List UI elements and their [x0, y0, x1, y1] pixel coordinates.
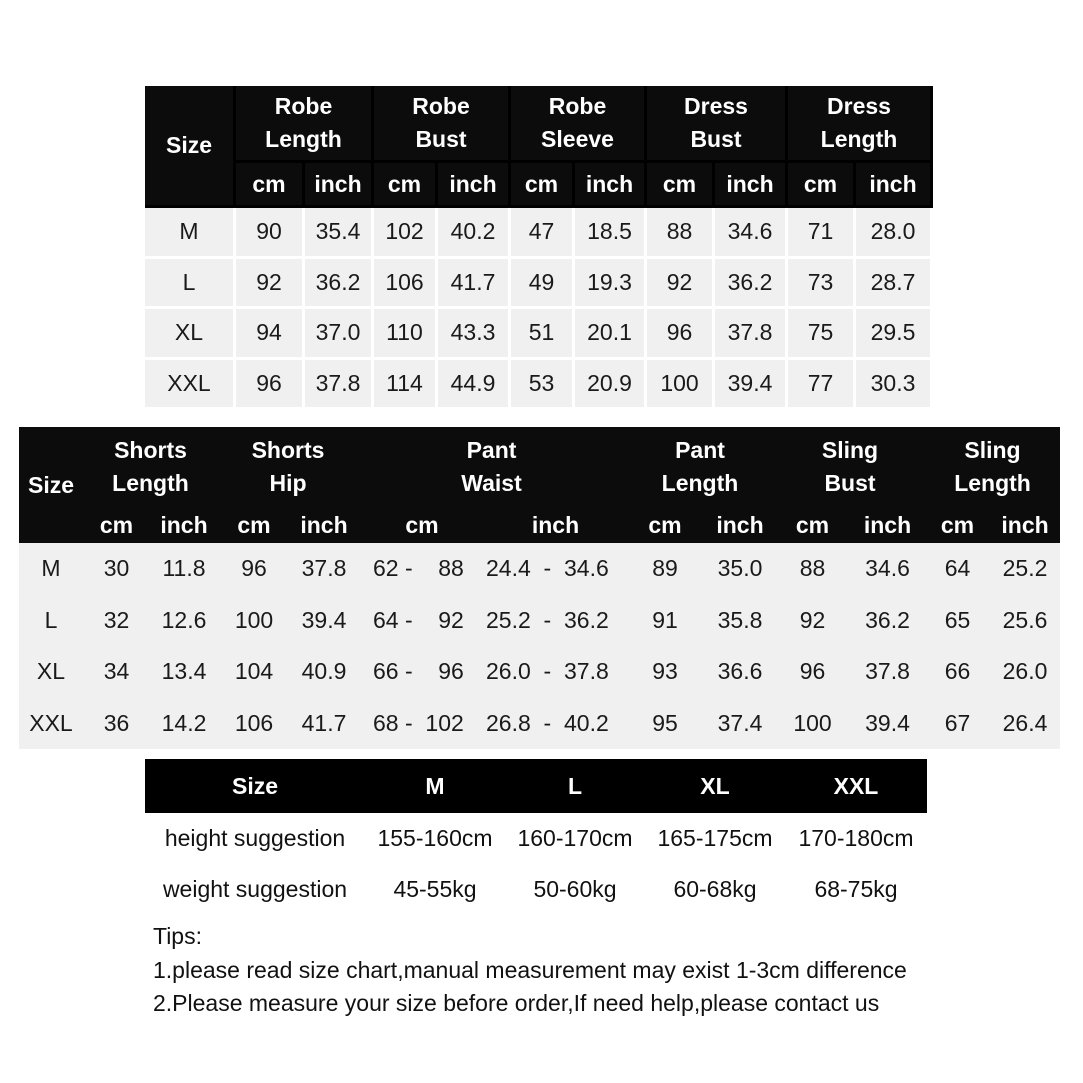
value-cell: 37.8 — [850, 646, 925, 698]
value-cell: 13.4 — [150, 646, 218, 698]
table-row — [19, 646, 1060, 698]
unit-cm: cm — [925, 507, 990, 543]
value-cell: 60-68kg — [673, 876, 757, 902]
value-cell: 36.2 — [850, 595, 925, 647]
unit-cm: cm — [647, 163, 715, 208]
value-cell: 12.6 — [150, 595, 218, 647]
table-row — [145, 208, 933, 259]
dress-length-header: Dress Length — [788, 86, 933, 163]
table-row — [19, 698, 1060, 750]
unit-cm: cm — [775, 507, 850, 543]
value-cell: 30.3 — [856, 360, 933, 411]
value-cell: 35.4 — [305, 208, 374, 259]
value-cell: 39.4 — [715, 360, 788, 411]
value-cell: 11.8 — [150, 543, 218, 595]
size-cell: M — [145, 208, 236, 259]
shorts-pant-sling-size-table — [19, 427, 1060, 749]
tips-section — [153, 920, 907, 1021]
value-cell: 68 - 102 — [358, 698, 486, 750]
header-row — [145, 759, 927, 813]
value-cell: 106 — [218, 698, 290, 750]
value-cell: 65 — [925, 595, 990, 647]
unit-inch: inch — [305, 163, 374, 208]
value-cell: 71 — [788, 208, 856, 259]
value-cell: 96 — [236, 360, 305, 411]
value-cell: 43.3 — [438, 309, 511, 360]
unit-inch: inch — [486, 507, 625, 543]
value-cell: 51 — [511, 309, 575, 360]
value-cell: 77 — [788, 360, 856, 411]
robe-bust-header: Robe Bust — [374, 86, 511, 163]
value-cell: 41.7 — [438, 259, 511, 310]
size-cell: XL — [19, 646, 83, 698]
unit-cm: cm — [374, 163, 438, 208]
value-cell: 155-160cm — [377, 825, 493, 851]
value-cell: 19.3 — [575, 259, 647, 310]
tip-line: 1.please read size chart,manual measurement may exist 1-3cm difference — [153, 956, 907, 983]
pant-length-header: Pant Length — [625, 427, 775, 507]
value-cell: 28.0 — [856, 208, 933, 259]
unit-inch: inch — [150, 507, 218, 543]
unit-inch: inch — [290, 507, 358, 543]
value-cell: 26.0 - 37.8 — [486, 646, 625, 698]
tips-title: Tips: — [153, 923, 202, 949]
height-weight-suggestion-table — [145, 759, 927, 915]
unit-inch: inch — [575, 163, 647, 208]
row-label: weight suggestion — [162, 876, 348, 902]
size-l-header: L — [505, 759, 645, 813]
value-cell: 100 — [775, 698, 850, 750]
value-cell: 37.4 — [705, 698, 775, 750]
value-cell: 37.0 — [305, 309, 374, 360]
size-cell: XXL — [145, 360, 236, 411]
value-cell: 37.8 — [305, 360, 374, 411]
value-cell: 32 — [83, 595, 150, 647]
value-cell: 73 — [788, 259, 856, 310]
robe-sleeve-header: Robe Sleeve — [511, 86, 647, 163]
value-cell: 106 — [374, 259, 438, 310]
unit-cm: cm — [83, 507, 150, 543]
unit-cm: cm — [236, 163, 305, 208]
value-cell: 102 — [374, 208, 438, 259]
table-row — [145, 813, 927, 864]
value-cell: 67 — [925, 698, 990, 750]
value-cell: 68-75kg — [814, 876, 898, 902]
value-cell: 66 — [925, 646, 990, 698]
sling-length-header: Sling Length — [925, 427, 1060, 507]
size-cell: XXL — [19, 698, 83, 750]
header-row — [145, 86, 933, 163]
value-cell: 47 — [511, 208, 575, 259]
value-cell: 39.4 — [290, 595, 358, 647]
value-cell: 90 — [236, 208, 305, 259]
value-cell: 34.6 — [715, 208, 788, 259]
shorts-hip-header: Shorts Hip — [218, 427, 358, 507]
value-cell: 93 — [625, 646, 705, 698]
size-cell: L — [19, 595, 83, 647]
tip-line: 2.Please measure your size before order,If need help,please contact us — [153, 990, 880, 1016]
value-cell: 29.5 — [856, 309, 933, 360]
size-xl-header: XL — [645, 759, 785, 813]
table-row — [145, 360, 933, 411]
value-cell: 96 — [647, 309, 715, 360]
value-cell: 36.6 — [705, 646, 775, 698]
value-cell: 91 — [625, 595, 705, 647]
value-cell: 25.2 — [990, 543, 1060, 595]
value-cell: 28.7 — [856, 259, 933, 310]
table-row — [19, 595, 1060, 647]
value-cell: 40.9 — [290, 646, 358, 698]
value-cell: 64 - 92 — [358, 595, 486, 647]
value-cell: 92 — [236, 259, 305, 310]
unit-inch: inch — [856, 163, 933, 208]
unit-row — [145, 163, 933, 208]
value-cell: 41.7 — [290, 698, 358, 750]
value-cell: 40.2 — [438, 208, 511, 259]
value-cell: 20.9 — [575, 360, 647, 411]
value-cell: 26.4 — [990, 698, 1060, 750]
size-cell: L — [145, 259, 236, 310]
value-cell: 96 — [218, 543, 290, 595]
value-cell: 14.2 — [150, 698, 218, 750]
unit-cm: cm — [511, 163, 575, 208]
value-cell: 35.0 — [705, 543, 775, 595]
value-cell: 53 — [511, 360, 575, 411]
value-cell: 26.0 — [990, 646, 1060, 698]
value-cell: 170-180cm — [798, 825, 914, 851]
value-cell: 88 — [775, 543, 850, 595]
size-header: Size — [19, 427, 83, 543]
table-row — [145, 864, 927, 915]
unit-inch: inch — [850, 507, 925, 543]
value-cell: 37.8 — [290, 543, 358, 595]
value-cell: 36 — [83, 698, 150, 750]
value-cell: 34.6 — [850, 543, 925, 595]
sling-bust-header: Sling Bust — [775, 427, 925, 507]
unit-row — [19, 507, 1060, 543]
value-cell: 44.9 — [438, 360, 511, 411]
value-cell: 62 - 88 — [358, 543, 486, 595]
size-cell: M — [19, 543, 83, 595]
value-cell: 92 — [647, 259, 715, 310]
unit-inch: inch — [990, 507, 1060, 543]
header-row — [19, 427, 1060, 507]
pant-waist-header: Pant Waist — [358, 427, 625, 507]
value-cell: 95 — [625, 698, 705, 750]
value-cell: 37.8 — [715, 309, 788, 360]
value-cell: 20.1 — [575, 309, 647, 360]
size-header: Size — [145, 86, 236, 208]
value-cell: 50-60kg — [533, 876, 617, 902]
unit-inch: inch — [715, 163, 788, 208]
value-cell: 36.2 — [715, 259, 788, 310]
value-cell: 88 — [647, 208, 715, 259]
value-cell: 110 — [374, 309, 438, 360]
value-cell: 114 — [374, 360, 438, 411]
value-cell: 45-55kg — [393, 876, 477, 902]
value-cell: 26.8 - 40.2 — [486, 698, 625, 750]
dress-bust-header: Dress Bust — [647, 86, 788, 163]
value-cell: 36.2 — [305, 259, 374, 310]
value-cell: 104 — [218, 646, 290, 698]
value-cell: 89 — [625, 543, 705, 595]
value-cell: 100 — [647, 360, 715, 411]
size-cell: XL — [145, 309, 236, 360]
unit-inch: inch — [705, 507, 775, 543]
value-cell: 24.4 - 34.6 — [486, 543, 625, 595]
size-header: Size — [145, 759, 365, 813]
value-cell: 92 — [775, 595, 850, 647]
size-m-header: M — [365, 759, 505, 813]
shorts-length-header: Shorts Length — [83, 427, 218, 507]
unit-inch: inch — [438, 163, 511, 208]
value-cell: 100 — [218, 595, 290, 647]
robe-length-header: Robe Length — [236, 86, 374, 163]
robe-dress-size-table — [145, 86, 933, 410]
unit-cm: cm — [625, 507, 705, 543]
value-cell: 30 — [83, 543, 150, 595]
table-row — [145, 259, 933, 310]
size-xxl-header: XXL — [785, 759, 927, 813]
value-cell: 66 - 96 — [358, 646, 486, 698]
value-cell: 18.5 — [575, 208, 647, 259]
unit-cm: cm — [218, 507, 290, 543]
value-cell: 64 — [925, 543, 990, 595]
table-row — [145, 309, 933, 360]
value-cell: 96 — [775, 646, 850, 698]
value-cell: 94 — [236, 309, 305, 360]
value-cell: 160-170cm — [517, 825, 633, 851]
unit-cm: cm — [788, 163, 856, 208]
value-cell: 49 — [511, 259, 575, 310]
value-cell: 39.4 — [850, 698, 925, 750]
value-cell: 35.8 — [705, 595, 775, 647]
table-row — [19, 543, 1060, 595]
value-cell: 165-175cm — [657, 825, 773, 851]
value-cell: 25.6 — [990, 595, 1060, 647]
value-cell: 34 — [83, 646, 150, 698]
value-cell: 25.2 - 36.2 — [486, 595, 625, 647]
value-cell: 75 — [788, 309, 856, 360]
row-label: height suggestion — [164, 825, 346, 851]
unit-cm: cm — [358, 507, 486, 543]
